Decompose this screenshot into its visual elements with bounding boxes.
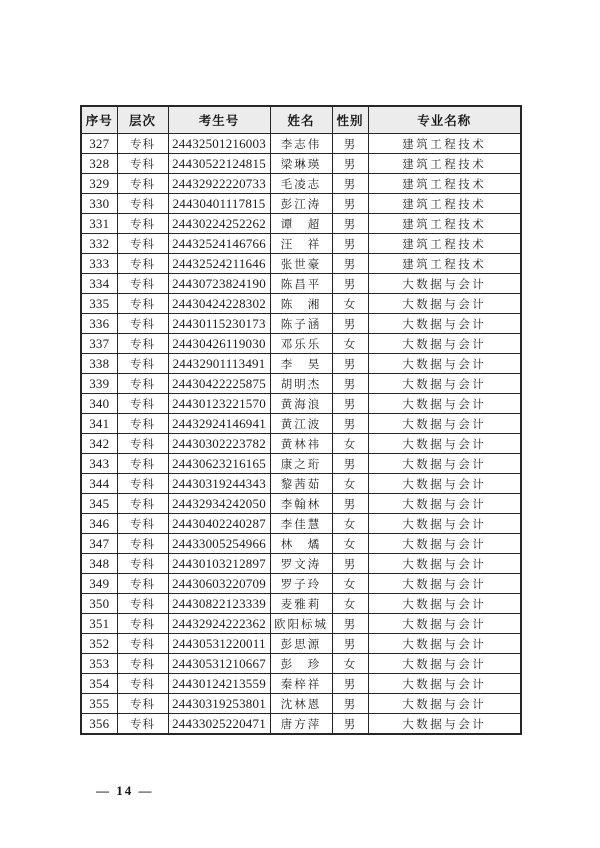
- cell-gender: 女: [332, 334, 368, 354]
- cell-major: 大数据与会计: [368, 514, 521, 534]
- cell-exam-no: 24430723824190: [168, 274, 270, 294]
- candidate-table: [80, 105, 522, 735]
- cell-gender: 男: [332, 414, 368, 434]
- cell-gender: 男: [332, 694, 368, 714]
- cell-level: 专科: [117, 254, 168, 274]
- cell-level: 专科: [117, 554, 168, 574]
- header-cell: 姓名: [270, 106, 332, 134]
- cell-level: 专科: [117, 534, 168, 554]
- cell-exam-no: 24430623216165: [168, 454, 270, 474]
- cell-exam-no: 24430123221570: [168, 394, 270, 414]
- cell-gender: 男: [332, 154, 368, 174]
- cell-major: 大数据与会计: [368, 334, 521, 354]
- cell-seq: 333: [81, 254, 117, 274]
- cell-level: 专科: [117, 314, 168, 334]
- cell-level: 专科: [117, 714, 168, 735]
- cell-name: 胡明杰: [270, 374, 332, 394]
- cell-seq: 347: [81, 534, 117, 554]
- cell-name: 康之珩: [270, 454, 332, 474]
- table-row: [81, 274, 521, 294]
- cell-seq: 348: [81, 554, 117, 574]
- header-cell: 性别: [332, 106, 368, 134]
- cell-exam-no: 24430124213559: [168, 674, 270, 694]
- table-row: [81, 694, 521, 714]
- cell-level: 专科: [117, 634, 168, 654]
- cell-name: 黄林祎: [270, 434, 332, 454]
- table-row: [81, 494, 521, 514]
- table-row: [81, 174, 521, 194]
- cell-seq: 335: [81, 294, 117, 314]
- table-row: [81, 474, 521, 494]
- cell-seq: 336: [81, 314, 117, 334]
- cell-exam-no: 24430319244343: [168, 474, 270, 494]
- cell-seq: 344: [81, 474, 117, 494]
- cell-exam-no: 24432901113491: [168, 354, 270, 374]
- cell-name: 秦梓祥: [270, 674, 332, 694]
- cell-major: 大数据与会计: [368, 674, 521, 694]
- cell-seq: 352: [81, 634, 117, 654]
- cell-exam-no: 24432924146941: [168, 414, 270, 434]
- cell-gender: 女: [332, 594, 368, 614]
- cell-seq: 343: [81, 454, 117, 474]
- cell-name: 陈 湘: [270, 294, 332, 314]
- cell-exam-no: 24430424228302: [168, 294, 270, 314]
- table-row: [81, 674, 521, 694]
- cell-name: 欧阳标城: [270, 614, 332, 634]
- page-footer: [96, 783, 154, 799]
- cell-major: 大数据与会计: [368, 414, 521, 434]
- header-row: [81, 106, 521, 134]
- cell-major: 大数据与会计: [368, 594, 521, 614]
- table-row: [81, 534, 521, 554]
- cell-major: 大数据与会计: [368, 314, 521, 334]
- cell-seq: 350: [81, 594, 117, 614]
- cell-name: 麦雅莉: [270, 594, 332, 614]
- table-row: [81, 234, 521, 254]
- table-row: [81, 714, 521, 735]
- cell-major: 大数据与会计: [368, 654, 521, 674]
- cell-major: 建筑工程技术: [368, 254, 521, 274]
- cell-gender: 男: [332, 134, 368, 154]
- cell-level: 专科: [117, 494, 168, 514]
- cell-seq: 328: [81, 154, 117, 174]
- cell-gender: 女: [332, 654, 368, 674]
- table-row: [81, 414, 521, 434]
- table-row: [81, 254, 521, 274]
- cell-name: 李志伟: [270, 134, 332, 154]
- cell-major: 大数据与会计: [368, 574, 521, 594]
- cell-level: 专科: [117, 574, 168, 594]
- cell-major: 大数据与会计: [368, 714, 521, 735]
- header-cell: 层次: [117, 106, 168, 134]
- cell-level: 专科: [117, 174, 168, 194]
- cell-major: 大数据与会计: [368, 694, 521, 714]
- table-row: [81, 294, 521, 314]
- cell-seq: 340: [81, 394, 117, 414]
- cell-name: 汪 祥: [270, 234, 332, 254]
- cell-exam-no: 24432524146766: [168, 234, 270, 254]
- cell-name: 罗子玲: [270, 574, 332, 594]
- cell-level: 专科: [117, 214, 168, 234]
- table-row: [81, 314, 521, 334]
- cell-major: 建筑工程技术: [368, 134, 521, 154]
- cell-seq: 327: [81, 134, 117, 154]
- cell-gender: 女: [332, 294, 368, 314]
- cell-major: 大数据与会计: [368, 394, 521, 414]
- header-cell: 考生号: [168, 106, 270, 134]
- cell-gender: 男: [332, 314, 368, 334]
- cell-exam-no: 24430531210667: [168, 654, 270, 674]
- cell-name: 张世豪: [270, 254, 332, 274]
- cell-gender: 男: [332, 214, 368, 234]
- cell-exam-no: 24430224252262: [168, 214, 270, 234]
- cell-gender: 女: [332, 434, 368, 454]
- table-row: [81, 434, 521, 454]
- cell-gender: 男: [332, 274, 368, 294]
- table-row: [81, 134, 521, 154]
- cell-exam-no: 24433005254966: [168, 534, 270, 554]
- cell-gender: 男: [332, 554, 368, 574]
- cell-major: 大数据与会计: [368, 374, 521, 394]
- cell-level: 专科: [117, 294, 168, 314]
- cell-level: 专科: [117, 234, 168, 254]
- cell-level: 专科: [117, 394, 168, 414]
- cell-name: 黎茜茹: [270, 474, 332, 494]
- table-row: [81, 214, 521, 234]
- cell-level: 专科: [117, 274, 168, 294]
- cell-gender: 男: [332, 634, 368, 654]
- cell-seq: 356: [81, 714, 117, 735]
- header-cell: 专业名称: [368, 106, 521, 134]
- cell-name: 陈子涵: [270, 314, 332, 334]
- cell-gender: 男: [332, 174, 368, 194]
- cell-name: 彭思源: [270, 634, 332, 654]
- cell-major: 建筑工程技术: [368, 154, 521, 174]
- cell-gender: 女: [332, 574, 368, 594]
- cell-level: 专科: [117, 654, 168, 674]
- table-row: [81, 654, 521, 674]
- table-row: [81, 514, 521, 534]
- cell-seq: 346: [81, 514, 117, 534]
- cell-exam-no: 24430103212897: [168, 554, 270, 574]
- cell-gender: 男: [332, 234, 368, 254]
- cell-gender: 男: [332, 374, 368, 394]
- cell-seq: 332: [81, 234, 117, 254]
- cell-major: 建筑工程技术: [368, 174, 521, 194]
- cell-name: 黄江波: [270, 414, 332, 434]
- cell-level: 专科: [117, 434, 168, 454]
- table-row: [81, 334, 521, 354]
- cell-major: 建筑工程技术: [368, 194, 521, 214]
- cell-level: 专科: [117, 414, 168, 434]
- cell-gender: 男: [332, 674, 368, 694]
- cell-major: 大数据与会计: [368, 614, 521, 634]
- cell-seq: 331: [81, 214, 117, 234]
- cell-seq: 354: [81, 674, 117, 694]
- table-row: [81, 574, 521, 594]
- cell-major: 大数据与会计: [368, 474, 521, 494]
- cell-exam-no: 24430603220709: [168, 574, 270, 594]
- cell-major: 大数据与会计: [368, 494, 521, 514]
- table-row: [81, 634, 521, 654]
- cell-name: 黄海浪: [270, 394, 332, 414]
- cell-seq: 351: [81, 614, 117, 634]
- cell-gender: 女: [332, 534, 368, 554]
- cell-exam-no: 24433025220471: [168, 714, 270, 735]
- cell-gender: 男: [332, 714, 368, 735]
- cell-name: 毛凌志: [270, 174, 332, 194]
- cell-name: 彭 珍: [270, 654, 332, 674]
- cell-seq: 338: [81, 354, 117, 374]
- cell-gender: 女: [332, 474, 368, 494]
- cell-level: 专科: [117, 614, 168, 634]
- table-row: [81, 554, 521, 574]
- cell-exam-no: 24430822123339: [168, 594, 270, 614]
- table-body: [81, 134, 521, 735]
- cell-seq: 341: [81, 414, 117, 434]
- cell-exam-no: 24432501216003: [168, 134, 270, 154]
- cell-seq: 345: [81, 494, 117, 514]
- table-row: [81, 454, 521, 474]
- cell-name: 梁琳瑛: [270, 154, 332, 174]
- cell-seq: 330: [81, 194, 117, 214]
- cell-name: 唐方萍: [270, 714, 332, 735]
- cell-name: 李佳慧: [270, 514, 332, 534]
- cell-name: 谭 超: [270, 214, 332, 234]
- cell-major: 大数据与会计: [368, 634, 521, 654]
- cell-name: 陈昌平: [270, 274, 332, 294]
- cell-gender: 男: [332, 614, 368, 634]
- cell-major: 大数据与会计: [368, 274, 521, 294]
- cell-name: 沈林恩: [270, 694, 332, 714]
- cell-level: 专科: [117, 354, 168, 374]
- cell-major: 大数据与会计: [368, 534, 521, 554]
- cell-exam-no: 24432924222362: [168, 614, 270, 634]
- cell-exam-no: 24430522124815: [168, 154, 270, 174]
- table-row: [81, 614, 521, 634]
- page-number: — 14 —: [96, 783, 154, 798]
- cell-major: 建筑工程技术: [368, 234, 521, 254]
- cell-gender: 男: [332, 394, 368, 414]
- cell-exam-no: 24430319253801: [168, 694, 270, 714]
- cell-name: 彭江涛: [270, 194, 332, 214]
- cell-level: 专科: [117, 334, 168, 354]
- cell-major: 大数据与会计: [368, 454, 521, 474]
- table-row: [81, 194, 521, 214]
- table-row: [81, 394, 521, 414]
- cell-gender: 男: [332, 354, 368, 374]
- cell-name: 邓乐乐: [270, 334, 332, 354]
- cell-gender: 男: [332, 494, 368, 514]
- cell-seq: 349: [81, 574, 117, 594]
- table-row: [81, 374, 521, 394]
- cell-gender: 女: [332, 514, 368, 534]
- cell-seq: 342: [81, 434, 117, 454]
- table-row: [81, 354, 521, 374]
- cell-level: 专科: [117, 194, 168, 214]
- cell-name: 罗文涛: [270, 554, 332, 574]
- table-row: [81, 594, 521, 614]
- cell-exam-no: 24430531220011: [168, 634, 270, 654]
- cell-exam-no: 24430402240287: [168, 514, 270, 534]
- cell-level: 专科: [117, 154, 168, 174]
- cell-exam-no: 24430302223782: [168, 434, 270, 454]
- cell-level: 专科: [117, 514, 168, 534]
- cell-exam-no: 24430401117815: [168, 194, 270, 214]
- cell-major: 大数据与会计: [368, 554, 521, 574]
- cell-seq: 353: [81, 654, 117, 674]
- cell-name: 李 昊: [270, 354, 332, 374]
- cell-name: 李翰林: [270, 494, 332, 514]
- cell-gender: 男: [332, 194, 368, 214]
- cell-major: 大数据与会计: [368, 434, 521, 454]
- cell-level: 专科: [117, 374, 168, 394]
- cell-level: 专科: [117, 474, 168, 494]
- cell-level: 专科: [117, 674, 168, 694]
- cell-major: 大数据与会计: [368, 294, 521, 314]
- cell-seq: 329: [81, 174, 117, 194]
- cell-level: 专科: [117, 594, 168, 614]
- cell-seq: 337: [81, 334, 117, 354]
- cell-name: 林 燏: [270, 534, 332, 554]
- cell-level: 专科: [117, 134, 168, 154]
- cell-seq: 339: [81, 374, 117, 394]
- cell-exam-no: 24432922220733: [168, 174, 270, 194]
- cell-gender: 男: [332, 454, 368, 474]
- cell-level: 专科: [117, 454, 168, 474]
- cell-level: 专科: [117, 694, 168, 714]
- cell-major: 建筑工程技术: [368, 214, 521, 234]
- cell-exam-no: 24430115230173: [168, 314, 270, 334]
- cell-exam-no: 24432934242050: [168, 494, 270, 514]
- cell-exam-no: 24430422225875: [168, 374, 270, 394]
- cell-exam-no: 24432524211646: [168, 254, 270, 274]
- cell-seq: 355: [81, 694, 117, 714]
- header-cell: 序号: [81, 106, 117, 134]
- cell-exam-no: 24430426119030: [168, 334, 270, 354]
- cell-seq: 334: [81, 274, 117, 294]
- cell-gender: 男: [332, 254, 368, 274]
- cell-major: 大数据与会计: [368, 354, 521, 374]
- table-row: [81, 154, 521, 174]
